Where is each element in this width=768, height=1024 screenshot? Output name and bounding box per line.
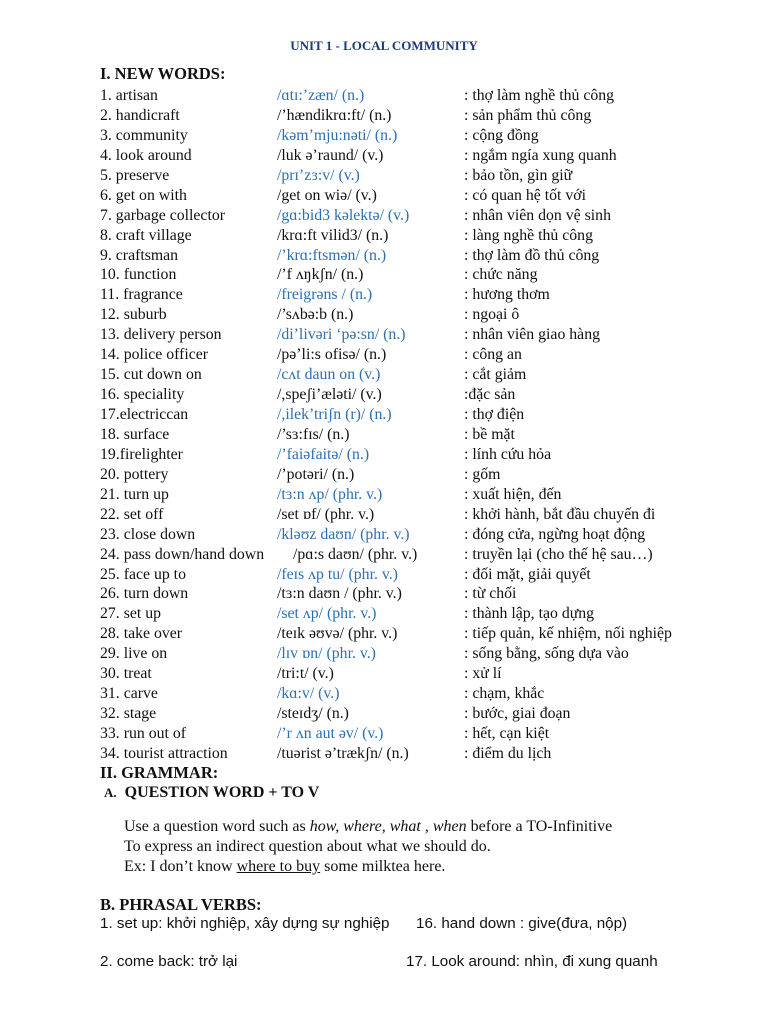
example-text: Ex: I don’t know [124, 858, 237, 875]
vocab-word: 1. artisan [100, 87, 158, 104]
vocab-meaning: : thợ làm nghề thủ công [464, 87, 615, 104]
vocab-pronunciation: /kəm’mju:nəti/ (n.) [277, 126, 398, 144]
phrasal-item-16: 16. hand down : give(đưa, nộp) [416, 915, 628, 932]
vocab-pronunciation: /set ɒf/ (phr. v.) [277, 505, 375, 523]
vocab-word: 3. community [100, 126, 188, 144]
vocab-pronunciation: /tɜ:n ʌp/ (phr. v.) [277, 485, 383, 503]
vocab-meaning: :đặc sản [464, 386, 516, 404]
vocab-pronunciation: /’hændikrɑ:ft/ (n.) [277, 106, 392, 124]
vocab-pronunciation: /lɪv ɒn/ (phr. v.) [277, 645, 376, 663]
phrasal-item-2: 2. come back: trở lại [100, 953, 238, 970]
phrasal-item-1: 1. set up: khởi nghiệp, xây dựng sự nghiệp [100, 915, 390, 932]
vocab-pronunciation: /teɪk əʊvə/ (phr. v.) [277, 625, 398, 643]
vocab-pronunciation: /,speʃi’æləti/ (v.) [277, 386, 382, 404]
vocab-meaning: : sống bằng, sống dựa vào [464, 645, 629, 663]
example-highlight: where to buy [236, 858, 321, 875]
vocab-pronunciation: /,ilek’triʃn (r)/ (n.) [277, 406, 392, 423]
vocab-word: 10. function [100, 266, 177, 284]
vocab-meaning: : ngắm ngía xung quanh [464, 146, 617, 164]
subheading-letter: A. [104, 785, 117, 800]
subheading-title: QUESTION WORD + TO V [124, 784, 320, 801]
vocab-meaning: : bước, giai đoạn [464, 705, 571, 723]
rule-text: Use a question word such as [124, 818, 310, 835]
vocab-meaning: : tiếp quản, kế nhiệm, nối nghiệp [464, 625, 672, 643]
vocab-word: 22. set off [100, 505, 164, 523]
vocab-word: 6. get on with [100, 186, 187, 204]
vocab-pronunciation: /cʌt daun on (v.) [277, 366, 381, 384]
vocab-meaning: : xử lí [464, 665, 502, 683]
vocab-pronunciation: /’sʌbə:b (n.) [277, 306, 354, 324]
vocab-pronunciation: /kləʊz daʊn/ (phr. v.) [277, 525, 410, 543]
vocab-word: 17.electriccan [100, 406, 189, 423]
section-grammar-heading: II. GRAMMAR: [100, 763, 219, 782]
vocab-word: 21. turn up [100, 485, 169, 503]
vocab-meaning: : thợ điện [464, 406, 525, 423]
vocab-word: 7. garbage collector [100, 206, 225, 224]
vocab-word: 9. craftsman [100, 246, 179, 264]
vocab-meaning: : cắt giảm [464, 366, 527, 384]
vocab-word: 12. suburb [100, 306, 167, 324]
vocab-word: 20. pottery [100, 465, 169, 483]
vocab-word: 11. fragrance [100, 286, 183, 304]
vocab-meaning: : bề mặt [464, 425, 515, 443]
vocab-pronunciation: /’sɜ:fɪs/ (n.) [277, 425, 350, 443]
vocab-word: 31. carve [100, 685, 158, 703]
vocab-pronunciation: /’r ʌn aut əv/ (v.) [277, 725, 384, 742]
vocab-meaning: : xuất hiện, đến [464, 485, 562, 503]
vocab-word: 5. preserve [100, 166, 170, 184]
vocab-pronunciation: /tuərist ə’trækʃn/ (n.) [277, 744, 409, 762]
vocab-meaning: : đóng cửa, ngừng hoạt động [464, 525, 646, 543]
vocab-word: 29. live on [100, 645, 168, 663]
vocab-word: 30. treat [100, 665, 152, 683]
vocab-word: 19.firelighter [100, 445, 183, 463]
phrasal-item-17: 17. Look around: nhìn, đi xung quanh [406, 953, 658, 970]
vocab-word: 4. look around [100, 146, 192, 164]
vocab-meaning: : chạm, khắc [464, 685, 545, 703]
vocab-meaning: : khởi hành, bắt đầu chuyến đi [464, 505, 656, 523]
vocab-meaning: : gốm [464, 465, 501, 483]
vocab-word: 8. craft village [100, 226, 192, 244]
vocab-meaning: : nhân viên giao hàng [464, 326, 600, 344]
vocab-word: 13. delivery person [100, 326, 222, 344]
vocab-meaning: : lính cứu hỏa [464, 445, 552, 463]
vocab-word: 2. handicraft [100, 106, 180, 124]
vocab-meaning: : chức năng [464, 266, 538, 284]
page-title: UNIT 1 - LOCAL COMMUNITY [290, 38, 478, 53]
vocab-pronunciation: /tri:t/ (v.) [277, 665, 334, 683]
vocab-meaning: : thợ làm đồ thủ công [464, 246, 600, 264]
vocab-meaning: : từ chối [464, 585, 517, 603]
vocab-word: 15. cut down on [100, 366, 202, 384]
grammar-rule-line-1 [124, 817, 612, 837]
vocab-pronunciation: /set ʌp/ (phr. v.) [277, 605, 377, 623]
vocab-meaning: : hết, cạn kiệt [464, 725, 550, 742]
vocab-word: 23. close down [100, 525, 196, 543]
vocab-meaning: : nhân viên dọn vệ sinh [464, 206, 611, 224]
vocab-pronunciation: /kɑ:v/ (v.) [277, 685, 340, 703]
vocab-pronunciation: /pɑ:s daʊn/ (phr. v.) [293, 545, 418, 563]
vocab-word: 14. police officer [100, 346, 209, 364]
vocab-meaning: : hương thơm [464, 286, 550, 304]
vocab-pronunciation: /steɪdʒ/ (n.) [277, 705, 349, 723]
vocab-word: 18. surface [100, 425, 170, 443]
vocab-meaning: : sản phẩm thủ công [464, 106, 592, 124]
vocab-meaning: : thành lập, tạo dựng [464, 605, 595, 623]
vocab-meaning: : đối mặt, giải quyết [464, 565, 591, 583]
vocab-pronunciation: /pə’li:s ofisə/ (n.) [277, 346, 387, 364]
vocab-pronunciation: /luk ə’raund/ (v.) [277, 146, 384, 164]
vocab-word: 27. set up [100, 605, 161, 623]
grammar-rule-line-2: To express an indirect question about what we should do. [124, 838, 491, 855]
question-words: how, where, what , when [309, 818, 467, 835]
vocab-meaning: : ngoại ô [464, 306, 520, 324]
vocab-word: 16. speciality [100, 386, 185, 404]
vocab-meaning: : cộng đồng [464, 126, 539, 144]
vocab-meaning: : bảo tồn, gìn giữ [464, 166, 573, 184]
vocab-pronunciation: /tɜ:n daʊn / (phr. v.) [277, 585, 402, 603]
vocab-pronunciation: /’krɑ:ftsmən/ (n.) [277, 246, 387, 264]
rule-text: before a TO-Infinitive [466, 818, 613, 835]
vocab-pronunciation: /’faiəfaitə/ (n.) [277, 445, 370, 463]
vocab-pronunciation: /ɑtɪ:’zæn/ (n.) [277, 87, 365, 104]
vocab-pronunciation: /prɪ’zɜ:v/ (v.) [277, 166, 360, 184]
vocab-pronunciation: /feɪs ʌp tu/ (phr. v.) [277, 565, 398, 583]
vocab-meaning: : truyền lại (cho thế hệ sau…) [464, 545, 653, 563]
vocab-word: 33. run out of [100, 725, 186, 742]
vocab-meaning: : điểm du lịch [464, 744, 552, 762]
vocab-meaning: : công an [464, 346, 522, 364]
vocab-pronunciation: /’potəri/ (n.) [277, 465, 355, 483]
grammar-subheading-a [104, 784, 319, 802]
vocab-pronunciation: /get on wiə/ (v.) [277, 186, 377, 204]
section-new-words-heading: I. NEW WORDS: [100, 64, 226, 83]
example-text: some milktea here. [320, 858, 446, 875]
vocab-meaning: : có quan hệ tốt với [464, 186, 586, 204]
vocab-pronunciation: /freigrəns / (n.) [277, 286, 373, 304]
vocab-pronunciation: /’f ʌŋkʃn/ (n.) [277, 266, 364, 284]
vocab-word: 26. turn down [100, 585, 189, 603]
grammar-example [124, 857, 445, 877]
section-phrasal-verbs-heading: B. PHRASAL VERBS: [100, 895, 262, 914]
vocab-word: 34. tourist attraction [100, 744, 228, 762]
vocab-word: 32. stage [100, 705, 157, 723]
vocab-word: 24. pass down/hand down [100, 545, 265, 563]
vocab-pronunciation: /gɑ:bid3 kəlektə/ (v.) [277, 206, 410, 224]
vocab-pronunciation: /krɑ:ft vilid3/ (n.) [277, 226, 389, 244]
vocab-pronunciation: /di’livəri ‘pə:sn/ (n.) [277, 326, 406, 344]
vocab-word: 25. face up to [100, 565, 186, 583]
vocab-word: 28. take over [100, 625, 183, 643]
vocab-meaning: : làng nghề thủ công [464, 226, 593, 244]
